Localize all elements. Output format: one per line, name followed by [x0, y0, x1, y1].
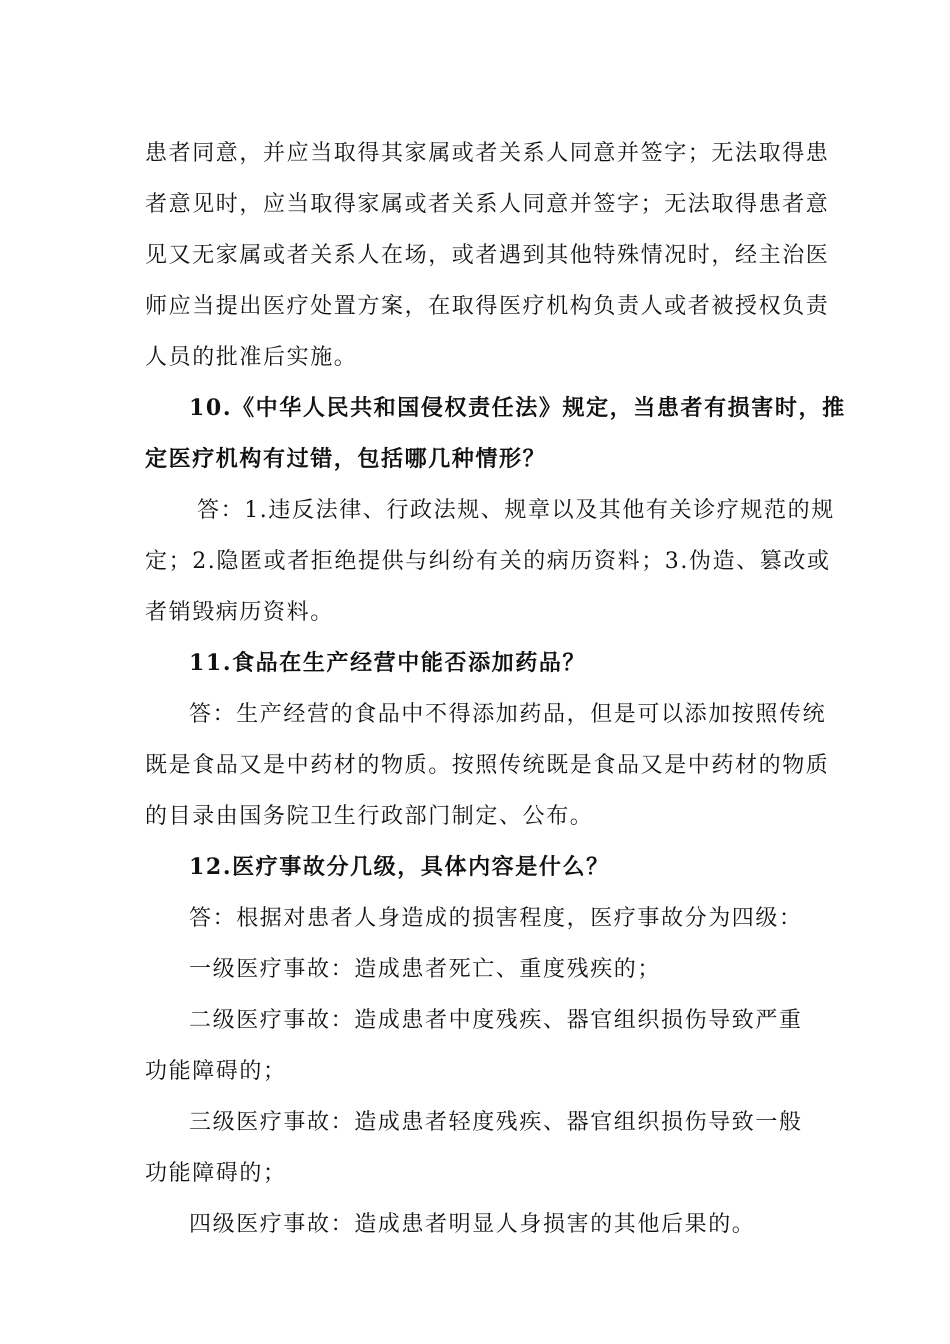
answer-line: 四级医疗事故：造成患者明显人身损害的其他后果的。	[189, 1212, 756, 1237]
text-line: 患者同意，并应当取得其家属或者关系人同意并签字；无法取得患	[145, 141, 830, 166]
answer-line: 定；2.隐匿或者拒绝提供与纠纷有关的病历资料；3.伪造、篡改或	[145, 549, 831, 574]
answer-line: 答：1.违反法律、行政法规、规章以及其他有关诊疗规范的规	[197, 498, 835, 523]
answer-line: 功能障碍的；	[145, 1059, 287, 1084]
answer-line: 者销毁病历资料。	[145, 600, 334, 625]
text-line: 见又无家属或者关系人在场，或者遇到其他特殊情况时，经主治医	[145, 243, 830, 268]
answer-line: 答：生产经营的食品中不得添加药品，但是可以添加按照传统	[189, 702, 827, 727]
question-heading: 10.《中华人民共和国侵权责任法》规定，当患者有损害时，推	[189, 395, 846, 421]
answer-line: 三级医疗事故：造成患者轻度残疾、器官组织损伤导致一般	[189, 1110, 803, 1135]
document-page	[145, 128, 846, 1250]
question-11	[145, 638, 830, 842]
text-line: 人员的批准后实施。	[145, 345, 358, 370]
answer-line: 答：根据对患者人身造成的损害程度，医疗事故分为四级：	[189, 906, 803, 931]
answer-line: 既是食品又是中药材的物质。按照传统既是食品又是中药材的物质	[145, 753, 830, 778]
text-line: 师应当提出医疗处置方案，在取得医疗机构负责人或者被授权负责	[145, 294, 830, 319]
question-heading: 定医疗机构有过错，包括哪几种情形？	[145, 446, 547, 472]
question-12	[145, 842, 809, 1250]
answer-line: 二级医疗事故：造成患者中度残疾、器官组织损伤导致严重	[189, 1008, 803, 1033]
answer-line: 功能障碍的；	[145, 1161, 287, 1186]
question-heading: 11.食品在生产经营中能否添加药品？	[189, 650, 587, 676]
answer-line: 一级医疗事故：造成患者死亡、重度残疾的；	[189, 957, 662, 982]
question-10	[145, 383, 846, 638]
question-heading: 12.医疗事故分几级，具体内容是什么？	[189, 854, 610, 880]
continuation-paragraph	[145, 128, 830, 383]
answer-line: 的目录由国务院卫生行政部门制定、公布。	[145, 804, 594, 829]
text-line: 者意见时，应当取得家属或者关系人同意并签字；无法取得患者意	[145, 192, 830, 217]
